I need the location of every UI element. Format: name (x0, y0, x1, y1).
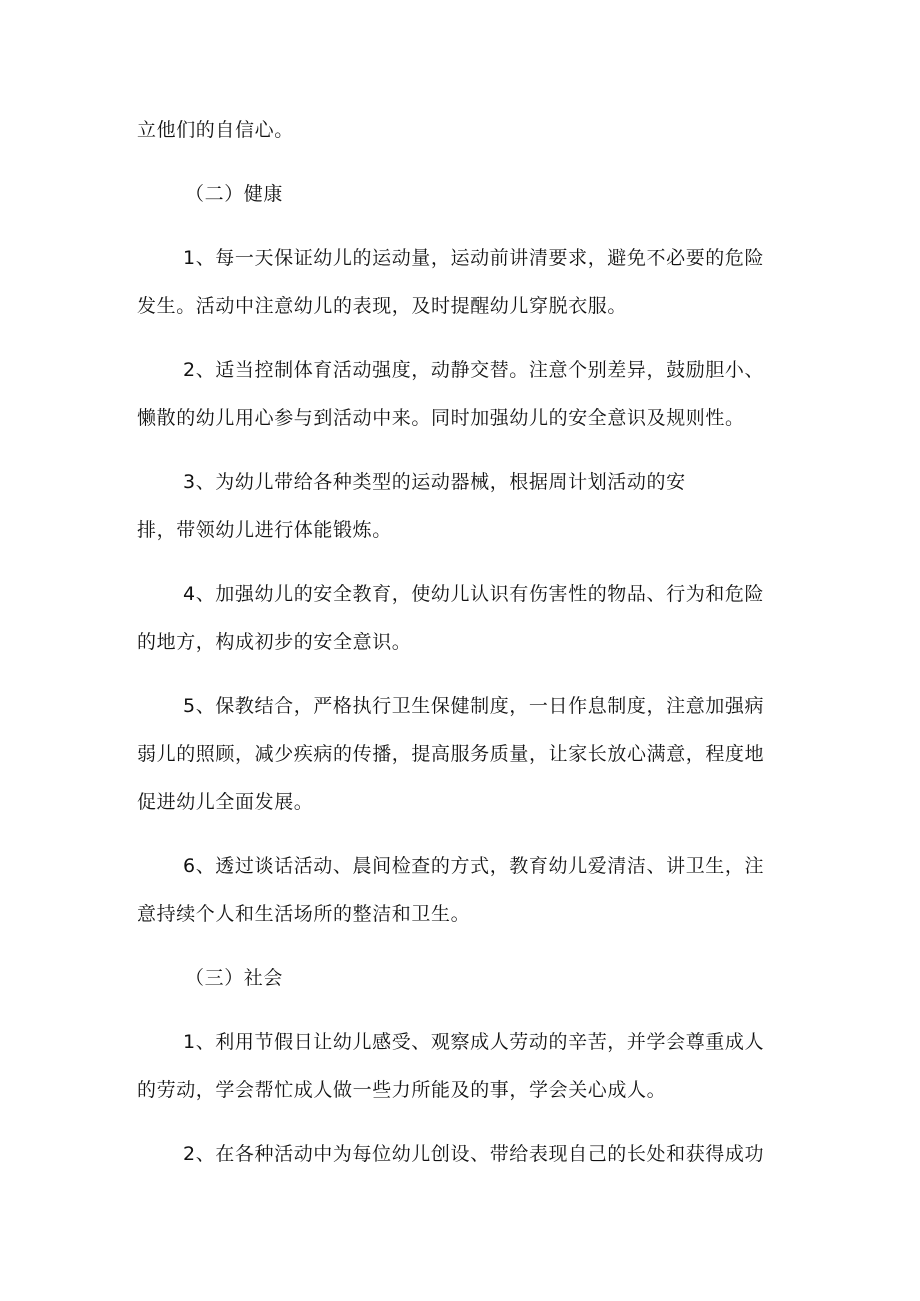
paragraph-line: 4、加强幼儿的安全教育，使幼儿认识有伤害性的物品、行为和危险 (183, 583, 765, 605)
paragraph-line: 的地方，构成初步的安全意识。 (137, 631, 412, 653)
paragraph-line: 排，带领幼儿进行体能锻炼。 (137, 519, 392, 541)
paragraph-line: 3、为幼儿带给各种类型的运动器械，根据周计划活动的安 (183, 471, 686, 493)
paragraph-line: 5、保教结合，严格执行卫生保健制度，一日作息制度，注意加强病 (183, 695, 765, 717)
section-heading-health: （二）健康 (185, 183, 284, 205)
paragraph-line: 懒散的幼儿用心参与到活动中来。同时加强幼儿的安全意识及规则性。 (137, 407, 745, 429)
paragraph-line: 2、适当控制体育活动强度，动静交替。注意个别差异，鼓励胆小、 (183, 359, 765, 381)
paragraph-line: 1、每一天保证幼儿的运动量，运动前讲清要求，避免不必要的危险 (183, 247, 765, 269)
paragraph-line: 促进幼儿全面发展。 (137, 791, 314, 813)
paragraph-line: 发生。活动中注意幼儿的表现，及时提醒幼儿穿脱衣服。 (137, 295, 628, 317)
paragraph-line: 1、利用节假日让幼儿感受、观察成人劳动的辛苦，并学会尊重成人 (183, 1031, 765, 1053)
paragraph-line: 弱儿的照顾，减少疾病的传播，提高服务质量，让家长放心满意，程度地 (137, 743, 765, 765)
paragraph-line: 2、在各种活动中为每位幼儿创设、带给表现自己的长处和获得成功 (183, 1143, 765, 1165)
paragraph-line: 立他们的自信心。 (137, 119, 294, 141)
section-heading-society: （三）社会 (185, 967, 284, 989)
paragraph-line: 的劳动，学会帮忙成人做一些力所能及的事，学会关心成人。 (137, 1079, 667, 1101)
paragraph-line: 6、透过谈话活动、晨间检查的方式，教育幼儿爱清洁、讲卫生，注 (183, 855, 765, 877)
paragraph-line: 意持续个人和生活场所的整洁和卫生。 (137, 903, 471, 925)
